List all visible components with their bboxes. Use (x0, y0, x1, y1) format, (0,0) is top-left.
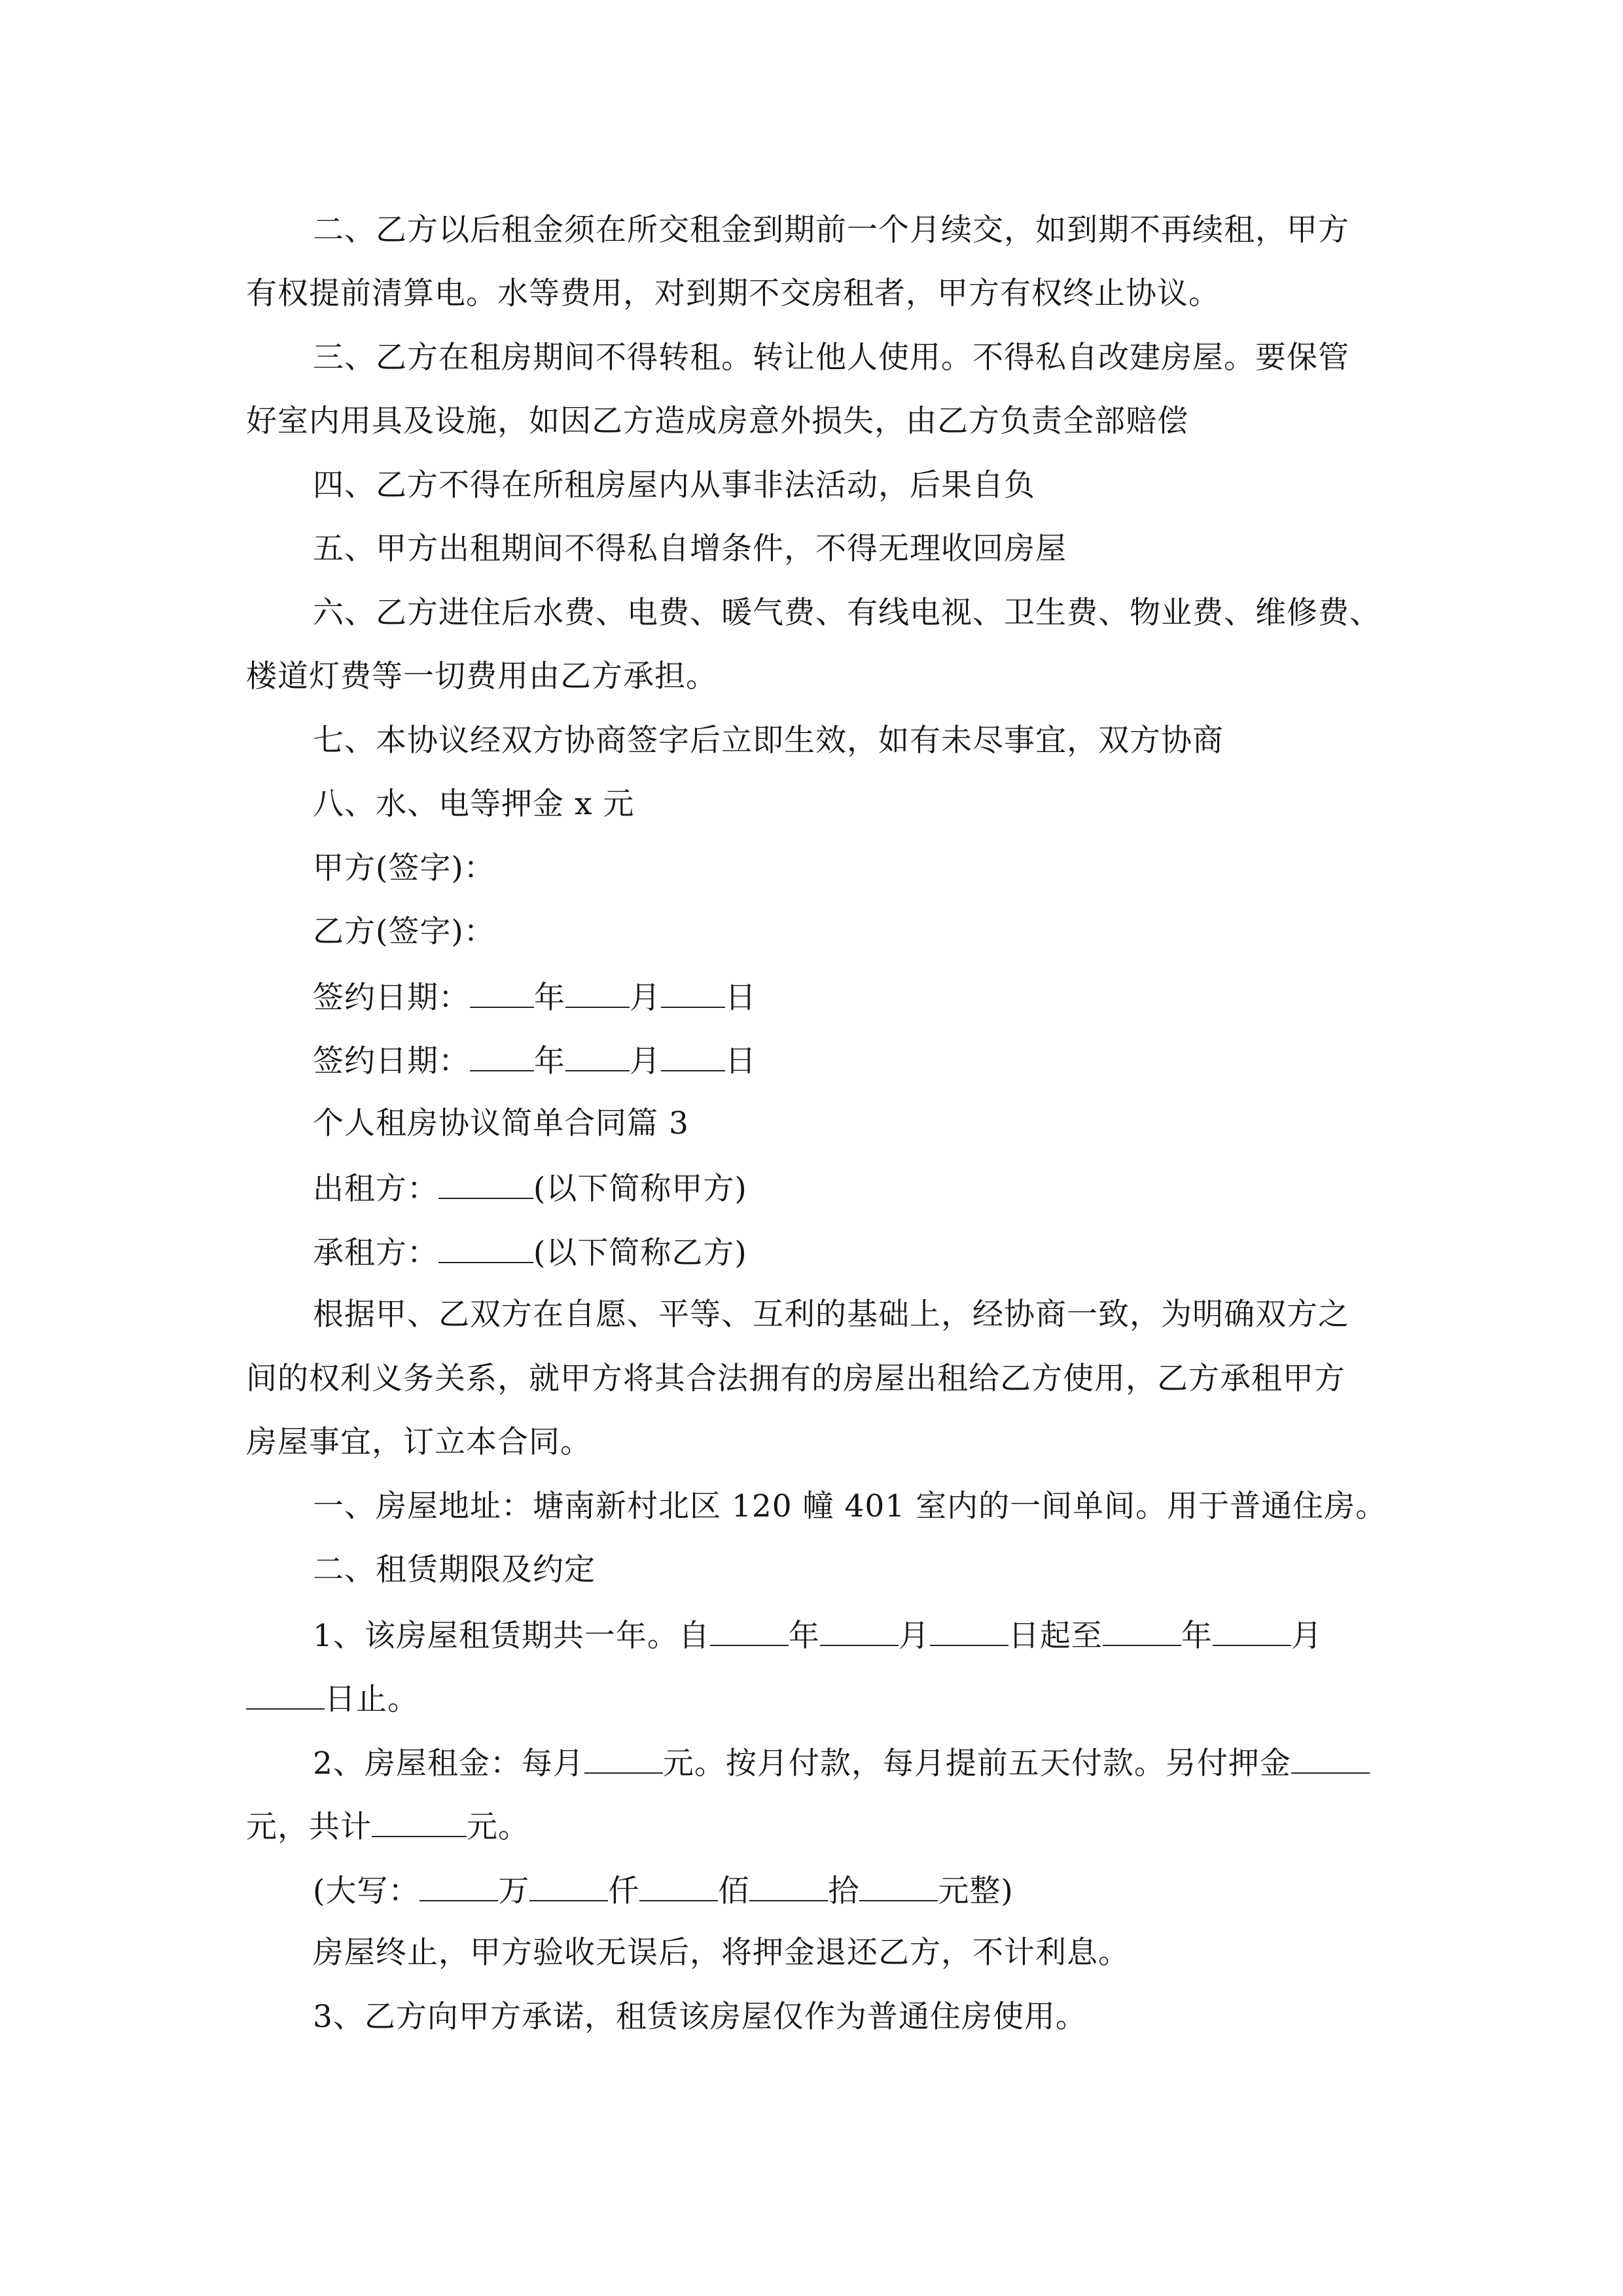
preamble-line-3: 房屋事宜，订立本合同。 (246, 1424, 592, 1460)
blank-field (1213, 1615, 1291, 1646)
blank-field (1103, 1615, 1181, 1646)
clause-5: 五、甲方出租期间不得私自增条件，不得无理收回房屋 (313, 531, 1067, 567)
lessor-line (0, 1168, 1623, 1209)
blank-field (372, 1806, 467, 1837)
party-a-signature: 甲方(签字)： (313, 850, 495, 886)
bai-label: 佰 (718, 1873, 750, 1909)
blank-field (438, 1232, 533, 1263)
sign-date-line-2 (0, 1040, 1623, 1081)
blank-field (749, 1870, 828, 1901)
day-label: 日 (725, 1043, 757, 1079)
month-label: 月 (630, 1043, 661, 1079)
lessee-line (0, 1232, 1623, 1273)
preamble-line-1: 根据甲、乙双方在自愿、平等、互利的基础上，经协商一致，为明确双方之 (313, 1297, 1349, 1333)
blank-field (470, 1040, 534, 1071)
blank-field (820, 1615, 899, 1646)
rent-total-label: 元，共计 (246, 1809, 372, 1845)
blank-field (584, 1742, 663, 1774)
lessor-suffix: (以下简称甲方) (533, 1171, 747, 1207)
blank-field (529, 1870, 608, 1901)
blank-field (565, 977, 630, 1008)
rent-line-1 (0, 1742, 1623, 1784)
qian-label: 仟 (608, 1873, 640, 1909)
shi-label: 拾 (828, 1873, 860, 1909)
wan-label: 万 (498, 1873, 530, 1909)
day-label: 日 (725, 980, 757, 1016)
blank-field (470, 977, 534, 1008)
blank-field (419, 1870, 498, 1901)
clause-3-line-1: 三、乙方在租房期间不得转租。转让他人使用。不得私自改建房屋。要保管 (313, 340, 1349, 376)
year-label: 年 (534, 980, 565, 1016)
usage-clause: 3、乙方向甲方承诺，租赁该房屋仅作为普通住房使用。 (313, 1999, 1087, 2035)
year-label: 年 (788, 1618, 820, 1654)
day-from-label: 日起至 (1008, 1618, 1103, 1654)
blank-field (639, 1870, 718, 1901)
blank-field (859, 1870, 938, 1901)
year-label: 年 (1181, 1618, 1213, 1654)
day-to-label: 日止。 (325, 1681, 419, 1717)
blank-field (565, 1040, 630, 1071)
lease-term-heading: 二、租赁期限及约定 (313, 1552, 596, 1588)
year-label: 年 (534, 1043, 565, 1079)
rent-line-2 (0, 1806, 1623, 1847)
rent-total-end: 元。 (467, 1809, 529, 1845)
blank-field (710, 1615, 789, 1646)
blank-field (1291, 1742, 1370, 1774)
preamble-line-2: 间的权利义务关系，就甲方将其合法拥有的房屋出租给乙方使用，乙方承租甲方 (246, 1361, 1346, 1397)
clause-3-line-2: 好室内用具及设施，如因乙方造成房意外损失，由乙方负责全部赔偿 (246, 403, 1188, 439)
capital-amount-line (0, 1870, 1623, 1911)
clause-8: 八、水、电等押金 x 元 (313, 786, 635, 822)
party-b-signature: 乙方(签字)： (313, 914, 495, 950)
sign-date-label: 签约日期： (313, 1043, 470, 1079)
rent-mid: 元。按月付款，每月提前五天付款。另付押金 (662, 1746, 1291, 1782)
lease-term-line-1 (0, 1615, 1623, 1656)
rent-prefix: 2、房屋租金：每月 (313, 1746, 584, 1782)
deposit-refund-line: 房屋终止，甲方验收无误后，将押金退还乙方，不计利息。 (313, 1935, 1130, 1971)
month-label: 月 (630, 980, 661, 1016)
lease-term-prefix: 1、该房屋租赁期共一年。自 (313, 1618, 710, 1654)
blank-field (246, 1678, 325, 1710)
clause-4: 四、乙方不得在所租房屋内从事非法活动，后果自负 (313, 467, 1035, 503)
lessee-label: 承租方： (313, 1235, 438, 1271)
clause-2-line-2: 有权提前清算电。水等费用，对到期不交房租者，甲方有权终止协议。 (246, 276, 1220, 312)
lessor-label: 出租方： (313, 1171, 438, 1207)
clause-2-line-1: 二、乙方以后租金须在所交租金到期前一个月续交，如到期不再续租，甲方 (313, 212, 1349, 248)
month-label: 月 (898, 1618, 930, 1654)
capital-open: (大写： (313, 1873, 420, 1909)
sign-date-line-1 (0, 977, 1623, 1018)
yuan-label: 元整) (938, 1873, 1014, 1909)
clause-7: 七、本协议经双方协商签字后立即生效，如有未尽事宜，双方协商 (313, 723, 1224, 759)
blank-field (661, 977, 725, 1008)
lessee-suffix: (以下简称乙方) (533, 1235, 747, 1271)
month-label: 月 (1291, 1618, 1323, 1654)
blank-field (438, 1168, 533, 1199)
clause-6-line-1: 六、乙方进住后水费、电费、暖气费、有线电视、卫生费、物业费、维修费、 (313, 595, 1381, 631)
blank-field (661, 1040, 725, 1071)
blank-field (930, 1615, 1008, 1646)
lease-term-line-2 (0, 1678, 1623, 1719)
clause-6-line-2: 楼道灯费等一切费用由乙方承担。 (246, 658, 717, 694)
sign-date-label: 签约日期： (313, 980, 470, 1016)
section-title: 个人租房协议简单合同篇 3 (313, 1105, 689, 1141)
house-address-clause: 一、房屋地址：塘南新村北区 120 幢 401 室内的一间单间。用于普通住房。 (313, 1488, 1387, 1524)
